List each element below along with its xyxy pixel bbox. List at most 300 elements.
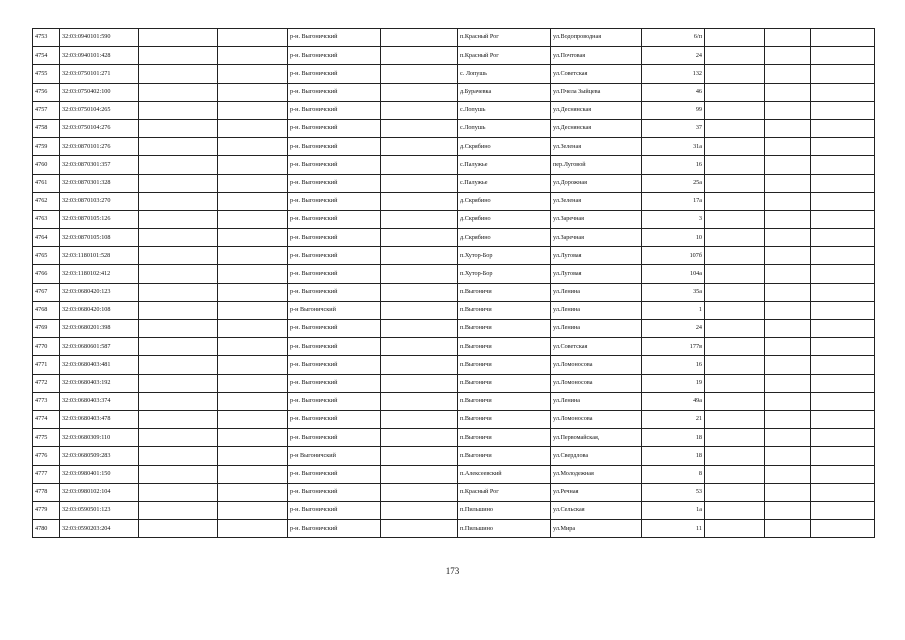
empty-cell — [705, 320, 765, 338]
empty-cell — [218, 83, 288, 101]
empty-cell — [381, 338, 458, 356]
cadastral-number-cell: 32:03:0870105:108 — [60, 229, 139, 247]
empty-cell — [218, 501, 288, 519]
house-number-cell: 104а — [642, 265, 705, 283]
empty-cell — [139, 338, 218, 356]
street-cell: ул.Дорожная — [551, 174, 642, 192]
empty-cell — [218, 320, 288, 338]
empty-cell — [705, 156, 765, 174]
district-cell: р-н. Выгоничский — [288, 283, 381, 301]
empty-cell — [765, 320, 811, 338]
empty-cell — [705, 520, 765, 538]
table-row — [33, 374, 875, 392]
empty-cell — [765, 447, 811, 465]
empty-cell — [139, 429, 218, 447]
locality-cell: д.Скрябино — [458, 138, 551, 156]
record-number-cell: 4775 — [33, 429, 60, 447]
empty-cell — [218, 283, 288, 301]
locality-cell: п.Выгоничи — [458, 356, 551, 374]
empty-cell — [381, 247, 458, 265]
locality-cell: д.Скрябино — [458, 210, 551, 228]
locality-cell: п.Выгоничи — [458, 320, 551, 338]
locality-cell: д.Скрябино — [458, 192, 551, 210]
record-number-cell: 4767 — [33, 283, 60, 301]
table-row — [33, 156, 875, 174]
empty-cell — [381, 265, 458, 283]
house-number-cell: 35а — [642, 283, 705, 301]
locality-cell: п.Красный Рог — [458, 47, 551, 65]
cadastral-number-cell: 32:03:0870301:328 — [60, 174, 139, 192]
empty-cell — [811, 520, 875, 538]
table-row — [33, 447, 875, 465]
street-cell: ул.Ленина — [551, 320, 642, 338]
empty-cell — [381, 156, 458, 174]
locality-cell: с.Лопушь — [458, 101, 551, 119]
empty-cell — [765, 410, 811, 428]
table-row — [33, 83, 875, 101]
empty-cell — [139, 192, 218, 210]
street-cell: ул.Водопроводная — [551, 29, 642, 47]
street-cell: ул.Заречная — [551, 210, 642, 228]
district-cell: р-н. Выгоничский — [288, 83, 381, 101]
empty-cell — [218, 374, 288, 392]
empty-cell — [811, 483, 875, 501]
empty-cell — [139, 374, 218, 392]
empty-cell — [218, 210, 288, 228]
empty-cell — [811, 210, 875, 228]
empty-cell — [381, 283, 458, 301]
empty-cell — [381, 229, 458, 247]
empty-cell — [811, 410, 875, 428]
empty-cell — [811, 192, 875, 210]
district-cell: р-н. Выгоничский — [288, 320, 381, 338]
empty-cell — [765, 210, 811, 228]
empty-cell — [765, 29, 811, 47]
locality-cell: с.Палужье — [458, 156, 551, 174]
locality-cell: п.Хутор-Бор — [458, 265, 551, 283]
empty-cell — [139, 465, 218, 483]
locality-cell: п.Выгоничи — [458, 283, 551, 301]
empty-cell — [705, 229, 765, 247]
empty-cell — [139, 520, 218, 538]
empty-cell — [381, 465, 458, 483]
locality-cell: п.Выгоничи — [458, 374, 551, 392]
cadastral-number-cell: 32:03:0750104:265 — [60, 101, 139, 119]
empty-cell — [381, 374, 458, 392]
locality-cell: п.Выгоничи — [458, 410, 551, 428]
table-row — [33, 410, 875, 428]
record-number-cell: 4768 — [33, 301, 60, 319]
table-row — [33, 283, 875, 301]
cadastral-number-cell: 32:03:0940101:428 — [60, 47, 139, 65]
street-cell: ул.Ленина — [551, 392, 642, 410]
district-cell: р-н. Выгоничский — [288, 174, 381, 192]
empty-cell — [705, 338, 765, 356]
table-row — [33, 229, 875, 247]
empty-cell — [139, 174, 218, 192]
empty-cell — [139, 356, 218, 374]
empty-cell — [139, 210, 218, 228]
cadastral-number-cell: 32:03:0680509:283 — [60, 447, 139, 465]
empty-cell — [218, 483, 288, 501]
empty-cell — [811, 247, 875, 265]
empty-cell — [705, 447, 765, 465]
empty-cell — [218, 429, 288, 447]
empty-cell — [705, 265, 765, 283]
house-number-cell: 25а — [642, 174, 705, 192]
empty-cell — [218, 301, 288, 319]
empty-cell — [705, 47, 765, 65]
empty-cell — [705, 174, 765, 192]
empty-cell — [218, 47, 288, 65]
empty-cell — [381, 29, 458, 47]
street-cell: ул.Ломоносова — [551, 410, 642, 428]
empty-cell — [218, 174, 288, 192]
district-cell: р-н. Выгоничский — [288, 338, 381, 356]
empty-cell — [705, 283, 765, 301]
empty-cell — [139, 65, 218, 83]
empty-cell — [811, 301, 875, 319]
district-cell: р-н. Выгоничский — [288, 156, 381, 174]
district-cell: р-н. Выгоничский — [288, 392, 381, 410]
empty-cell — [811, 283, 875, 301]
empty-cell — [381, 447, 458, 465]
record-number-cell: 4755 — [33, 65, 60, 83]
empty-cell — [811, 447, 875, 465]
record-number-cell: 4762 — [33, 192, 60, 210]
street-cell: ул.Пчела Зыйцева — [551, 83, 642, 101]
empty-cell — [139, 501, 218, 519]
cadastral-number-cell: 32:03:0680403:374 — [60, 392, 139, 410]
district-cell: р-н. Выгоничский — [288, 520, 381, 538]
empty-cell — [381, 101, 458, 119]
empty-cell — [218, 138, 288, 156]
house-number-cell: 37 — [642, 119, 705, 137]
table-row — [33, 392, 875, 410]
locality-cell: п.Пильшино — [458, 501, 551, 519]
empty-cell — [218, 156, 288, 174]
table-row — [33, 429, 875, 447]
cadastral-number-cell: 32:03:0870101:276 — [60, 138, 139, 156]
empty-cell — [705, 483, 765, 501]
house-number-cell: 16 — [642, 356, 705, 374]
table-row — [33, 301, 875, 319]
empty-cell — [811, 338, 875, 356]
empty-cell — [381, 138, 458, 156]
empty-cell — [218, 247, 288, 265]
empty-cell — [218, 465, 288, 483]
empty-cell — [705, 356, 765, 374]
house-number-cell: 31а — [642, 138, 705, 156]
street-cell: ул.Зеленая — [551, 138, 642, 156]
empty-cell — [765, 338, 811, 356]
table-row — [33, 320, 875, 338]
record-number-cell: 4766 — [33, 265, 60, 283]
table-row — [33, 247, 875, 265]
empty-cell — [811, 174, 875, 192]
district-cell: р-н. Выгоничский — [288, 410, 381, 428]
empty-cell — [811, 229, 875, 247]
empty-cell — [381, 429, 458, 447]
street-cell: ул.Первомайская, — [551, 429, 642, 447]
empty-cell — [381, 210, 458, 228]
empty-cell — [811, 47, 875, 65]
house-number-cell: 107б — [642, 247, 705, 265]
locality-cell: д.Бурачевка — [458, 83, 551, 101]
empty-cell — [765, 119, 811, 137]
table-row — [33, 192, 875, 210]
record-number-cell: 4771 — [33, 356, 60, 374]
empty-cell — [765, 138, 811, 156]
record-number-cell: 4765 — [33, 247, 60, 265]
cadastral-number-cell: 32:03:0680201:398 — [60, 320, 139, 338]
empty-cell — [139, 410, 218, 428]
street-cell: ул.Луговая — [551, 265, 642, 283]
empty-cell — [218, 192, 288, 210]
street-cell: ул.Мира — [551, 520, 642, 538]
empty-cell — [139, 156, 218, 174]
empty-cell — [811, 101, 875, 119]
empty-cell — [139, 138, 218, 156]
empty-cell — [811, 83, 875, 101]
street-cell: пер.Луговой — [551, 156, 642, 174]
cadastral-number-cell: 32:03:0590203:204 — [60, 520, 139, 538]
house-number-cell: 17а — [642, 192, 705, 210]
locality-cell: с.Палужье — [458, 174, 551, 192]
empty-cell — [381, 83, 458, 101]
empty-cell — [705, 119, 765, 137]
cadastral-number-cell: 32:03:0940101:590 — [60, 29, 139, 47]
cadastral-number-cell: 32:03:0750104:276 — [60, 119, 139, 137]
street-cell: ул.Сельская — [551, 501, 642, 519]
empty-cell — [218, 229, 288, 247]
locality-cell: п.Алексеевский — [458, 465, 551, 483]
empty-cell — [381, 301, 458, 319]
cadastral-number-cell: 32:03:0750402:100 — [60, 83, 139, 101]
empty-cell — [139, 83, 218, 101]
empty-cell — [811, 265, 875, 283]
district-cell: р-н Выгоничский — [288, 447, 381, 465]
empty-cell — [705, 138, 765, 156]
empty-cell — [218, 65, 288, 83]
empty-cell — [139, 265, 218, 283]
empty-cell — [765, 156, 811, 174]
street-cell: ул.Советская — [551, 65, 642, 83]
table-row — [33, 101, 875, 119]
empty-cell — [811, 65, 875, 83]
empty-cell — [218, 29, 288, 47]
empty-cell — [139, 119, 218, 137]
empty-cell — [139, 247, 218, 265]
cadastral-number-cell: 32:03:0870105:126 — [60, 210, 139, 228]
empty-cell — [811, 429, 875, 447]
empty-cell — [811, 374, 875, 392]
empty-cell — [705, 101, 765, 119]
house-number-cell: 24 — [642, 47, 705, 65]
locality-cell: п.Красный Рог — [458, 483, 551, 501]
house-number-cell: 18 — [642, 447, 705, 465]
empty-cell — [139, 229, 218, 247]
empty-cell — [139, 283, 218, 301]
page-number: 173 — [445, 566, 460, 576]
record-number-cell: 4761 — [33, 174, 60, 192]
street-cell: ул.Ленина — [551, 283, 642, 301]
empty-cell — [705, 83, 765, 101]
cadastral-number-cell: 32:03:0680309:110 — [60, 429, 139, 447]
record-number-cell: 4778 — [33, 483, 60, 501]
locality-cell: п.Выгоничи — [458, 429, 551, 447]
district-cell: р-н. Выгоничский — [288, 465, 381, 483]
locality-cell: п.Пильшино — [458, 520, 551, 538]
cadastral-number-cell: 32:03:0680403:478 — [60, 410, 139, 428]
district-cell: р-н Выгоничский — [288, 301, 381, 319]
locality-cell: с. Лопушь — [458, 65, 551, 83]
record-number-cell: 4779 — [33, 501, 60, 519]
house-number-cell: 53 — [642, 483, 705, 501]
empty-cell — [218, 119, 288, 137]
table-row — [33, 47, 875, 65]
table-row — [33, 483, 875, 501]
empty-cell — [811, 138, 875, 156]
empty-cell — [765, 429, 811, 447]
empty-cell — [218, 392, 288, 410]
cadastral-number-cell: 32:03:0680601:587 — [60, 338, 139, 356]
record-number-cell: 4760 — [33, 156, 60, 174]
empty-cell — [139, 47, 218, 65]
street-cell: ул.Ленина — [551, 301, 642, 319]
street-cell: ул.Деснянская — [551, 101, 642, 119]
empty-cell — [139, 101, 218, 119]
district-cell: р-н. Выгоничский — [288, 47, 381, 65]
cadastral-number-cell: 32:03:0980102:104 — [60, 483, 139, 501]
empty-cell — [381, 501, 458, 519]
empty-cell — [381, 410, 458, 428]
district-cell: р-н. Выгоничский — [288, 65, 381, 83]
empty-cell — [765, 265, 811, 283]
cadastral-number-cell: 32:03:0590501:123 — [60, 501, 139, 519]
empty-cell — [381, 320, 458, 338]
cadastral-number-cell: 32:03:0980401:150 — [60, 465, 139, 483]
table-row — [33, 174, 875, 192]
empty-cell — [705, 392, 765, 410]
table-row — [33, 29, 875, 47]
record-number-cell: 4776 — [33, 447, 60, 465]
street-cell: ул.Деснянская — [551, 119, 642, 137]
empty-cell — [765, 247, 811, 265]
empty-cell — [218, 101, 288, 119]
street-cell: ул.Советская — [551, 338, 642, 356]
empty-cell — [705, 301, 765, 319]
empty-cell — [705, 29, 765, 47]
record-number-cell: 4777 — [33, 465, 60, 483]
record-number-cell: 4774 — [33, 410, 60, 428]
house-number-cell: 19 — [642, 374, 705, 392]
district-cell: р-н. Выгоничский — [288, 429, 381, 447]
empty-cell — [705, 374, 765, 392]
table-row — [33, 465, 875, 483]
cadastral-number-cell: 32:03:0680420:123 — [60, 283, 139, 301]
house-number-cell: 177в — [642, 338, 705, 356]
district-cell: р-н. Выгоничский — [288, 356, 381, 374]
table-row — [33, 65, 875, 83]
empty-cell — [765, 283, 811, 301]
table-row — [33, 119, 875, 137]
house-number-cell: 1 — [642, 301, 705, 319]
empty-cell — [765, 174, 811, 192]
empty-cell — [381, 483, 458, 501]
locality-cell: п.Выгоничи — [458, 338, 551, 356]
empty-cell — [811, 320, 875, 338]
table-row — [33, 210, 875, 228]
house-number-cell: 18 — [642, 429, 705, 447]
empty-cell — [811, 465, 875, 483]
locality-cell: п.Выгоничи — [458, 392, 551, 410]
empty-cell — [765, 65, 811, 83]
cadastral-number-cell: 32:03:0750101:271 — [60, 65, 139, 83]
empty-cell — [765, 83, 811, 101]
street-cell: ул.Зеленая — [551, 192, 642, 210]
empty-cell — [218, 338, 288, 356]
district-cell: р-н. Выгоничский — [288, 483, 381, 501]
empty-cell — [381, 65, 458, 83]
table-row — [33, 138, 875, 156]
record-number-cell: 4773 — [33, 392, 60, 410]
empty-cell — [765, 520, 811, 538]
street-cell: ул.Ломоносова — [551, 374, 642, 392]
empty-cell — [765, 229, 811, 247]
table-row — [33, 265, 875, 283]
record-number-cell: 4754 — [33, 47, 60, 65]
house-number-cell: 11 — [642, 520, 705, 538]
house-number-cell: 24 — [642, 320, 705, 338]
house-number-cell: 3 — [642, 210, 705, 228]
record-number-cell: 4770 — [33, 338, 60, 356]
empty-cell — [381, 392, 458, 410]
empty-cell — [765, 392, 811, 410]
locality-cell: п.Красный Рог — [458, 29, 551, 47]
street-cell: ул.Молодежная — [551, 465, 642, 483]
empty-cell — [705, 465, 765, 483]
empty-cell — [705, 410, 765, 428]
empty-cell — [811, 156, 875, 174]
empty-cell — [139, 29, 218, 47]
registry-table-body — [33, 29, 875, 538]
district-cell: р-н. Выгоничский — [288, 210, 381, 228]
locality-cell: с.Лопушь — [458, 119, 551, 137]
empty-cell — [765, 465, 811, 483]
empty-cell — [705, 501, 765, 519]
empty-cell — [139, 301, 218, 319]
empty-cell — [139, 320, 218, 338]
empty-cell — [139, 392, 218, 410]
district-cell: р-н. Выгоничский — [288, 29, 381, 47]
record-number-cell: 4769 — [33, 320, 60, 338]
empty-cell — [765, 501, 811, 519]
empty-cell — [811, 392, 875, 410]
cadastral-number-cell: 32:03:0680420:108 — [60, 301, 139, 319]
street-cell: ул.Свердлова — [551, 447, 642, 465]
record-number-cell: 4758 — [33, 119, 60, 137]
record-number-cell: 4763 — [33, 210, 60, 228]
empty-cell — [705, 247, 765, 265]
empty-cell — [218, 356, 288, 374]
cadastral-number-cell: 32:03:1180102:412 — [60, 265, 139, 283]
empty-cell — [218, 410, 288, 428]
cadastral-number-cell: 32:03:0870103:270 — [60, 192, 139, 210]
empty-cell — [811, 29, 875, 47]
district-cell: р-н. Выгоничский — [288, 138, 381, 156]
street-cell: ул.Речная — [551, 483, 642, 501]
